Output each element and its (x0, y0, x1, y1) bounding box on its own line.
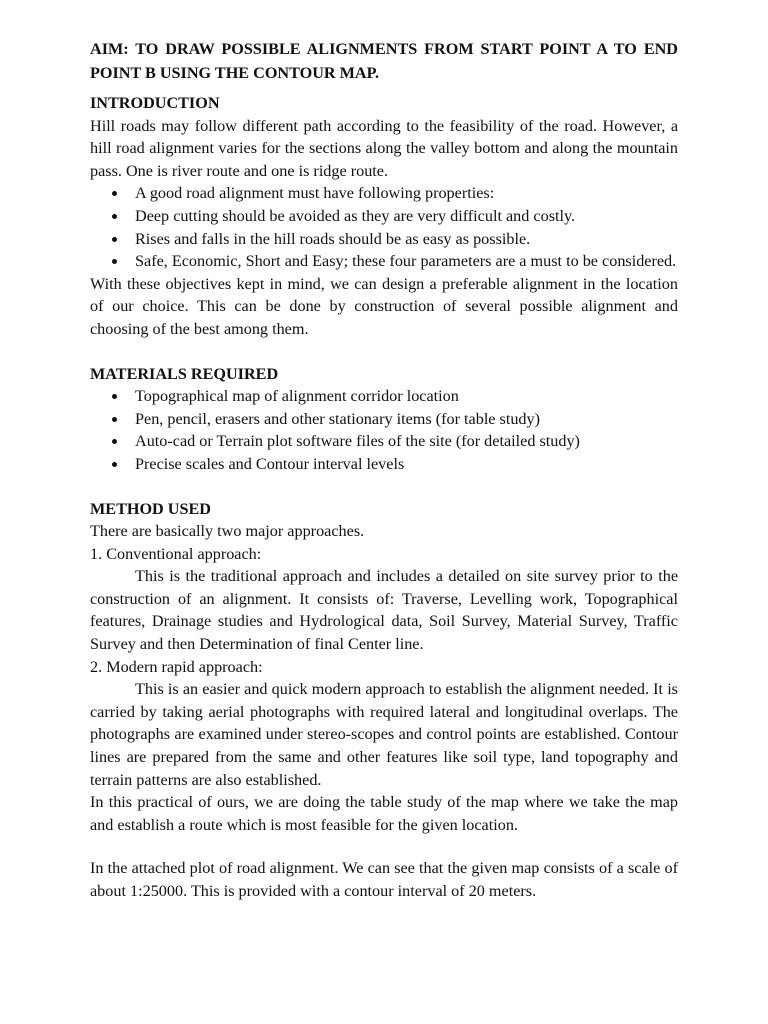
approach2-body: This is an easier and quick modern approach to establish the alignment needed. It is carried by taking aerial photographs with required lateral and longitudinal overlaps. The photographs are examined under stereo-scopes and control points are established. Contour lines are prepared from the same and other features like soil type, land topography and terrain patterns are also established. (90, 680, 678, 789)
aim-heading: AIM: TO DRAW POSSIBLE ALIGNMENTS FROM START POINT A TO END POINT B USING THE CONTOUR MAP. (90, 40, 678, 82)
introduction-heading: INTRODUCTION (90, 94, 220, 112)
list-item (90, 453, 678, 476)
list-item (90, 182, 678, 205)
list-item (90, 385, 678, 408)
list-item-text: Rises and falls in the hill roads should be as easy as possible. (135, 229, 531, 248)
introduction-paragraph: Hill roads may follow different path according to the feasibility of the road. However, a hill road alignment varies for the sections along the valley bottom and along the mountain pass. One is river route and one is ridge route. (90, 116, 678, 180)
bullet-icon (112, 394, 117, 399)
plot-note-paragraph: In the attached plot of road alignment. We can see that the given map consists of a scale of about 1:25000. This is provided with a contour interval of 20 meters. (90, 859, 678, 900)
document-page (90, 38, 678, 903)
list-item-text: Precise scales and Contour interval levels (135, 454, 405, 473)
introduction-bullet-list (90, 182, 678, 272)
objectives-paragraph: With these objectives kept in mind, we can design a preferable alignment in the location of our choice. This can be done by construction of several possible alignment and choosing of the best among them. (90, 274, 678, 338)
method-intro: There are basically two major approaches. (90, 522, 365, 541)
list-item (90, 228, 678, 251)
list-item (90, 250, 678, 273)
bullet-icon (112, 439, 117, 444)
list-item-text: Pen, pencil, erasers and other stationary items (for table study) (135, 409, 541, 428)
bullet-icon (112, 259, 117, 264)
list-item-text: Auto-cad or Terrain plot software files of the site (for detailed study) (135, 432, 580, 451)
bullet-icon (112, 214, 117, 219)
section-spacer (90, 476, 678, 498)
section-spacer (90, 341, 678, 363)
bullet-icon (112, 462, 117, 467)
list-item (90, 408, 678, 431)
section-spacer (90, 836, 678, 857)
materials-heading: MATERIALS REQUIRED (90, 364, 279, 383)
list-item (90, 430, 678, 453)
materials-bullet-list (90, 385, 678, 475)
approach1-body: This is the traditional approach and includes a detailed on site survey prior to the construction of an alignment. It consists of: Traverse, Levelling work, Topographical features, Drainage studies and Hydrological data, Soil Survey, Material Survey, Traffic Survey and then Determination of final Center line. (90, 567, 678, 654)
bullet-icon (112, 237, 117, 242)
list-item-text: Deep cutting should be avoided as they are very difficult and costly. (135, 206, 576, 225)
list-item-text: Topographical map of alignment corridor location (135, 387, 459, 406)
approach2-title: 2. Modern rapid approach: (90, 657, 263, 676)
list-item (90, 205, 678, 228)
bullet-icon (112, 417, 117, 422)
bullet-icon (112, 191, 117, 196)
practical-paragraph: In this practical of ours, we are doing the table study of the map where we take the map and establish a route which is most feasible for the given location. (90, 793, 678, 834)
list-item-text: Safe, Economic, Short and Easy; these four parameters are a must to be considered. (135, 252, 677, 271)
method-heading: METHOD USED (90, 499, 211, 518)
approach1-title: 1. Conventional approach: (90, 544, 262, 563)
list-item-text: A good road alignment must have following properties: (135, 184, 495, 203)
